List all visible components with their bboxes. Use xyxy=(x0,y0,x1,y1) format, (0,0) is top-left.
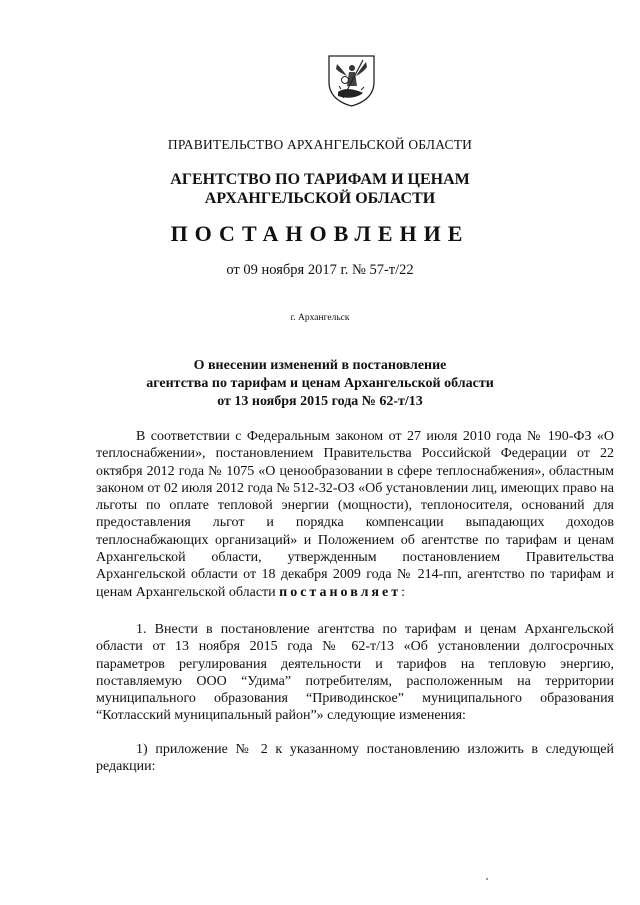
scan-speck xyxy=(486,878,488,880)
archangel-coat-of-arms-icon xyxy=(323,52,380,108)
document-city: г. Архангельск xyxy=(290,313,350,323)
document-title-line-2: агентства по тарифам и ценам Архангельской области xyxy=(146,376,494,391)
document-title-line-1: О внесении изменений в постановление xyxy=(193,358,447,373)
document-title xyxy=(0,357,640,411)
agency-name-line-1: АГЕНТСТВО ПО ТАРИФАМ И ЦЕНАМ xyxy=(170,171,470,188)
item-1-1-text: 1) приложение № 2 к указанному постановлению изложить в следующей редакции: xyxy=(96,742,614,775)
document-date-number: от 09 ноября 2017 г. № 57-т/22 xyxy=(226,262,414,278)
decrees-colon: : xyxy=(401,584,405,600)
document-title-line-3: от 13 ноября 2015 года № 62-т/13 xyxy=(217,394,423,409)
government-name: ПРАВИТЕЛЬСТВО АРХАНГЕЛЬСКОЙ ОБЛАСТИ xyxy=(167,137,473,152)
item-1-1-paragraph xyxy=(96,741,614,776)
item-1-text: 1. Внести в постановление агентства по тарифам и ценам Архангельской области от 13 ноября 2015 года № 62-т/13 «Об установлении долгосрочных параметров регулирования деятельности и тарифов на тепловую энергию, поставляемую ООО “Удима” потребителям, расположенным на территории муниципального образования “Приводинское” муниципального образования “Котласский муниципальный район”» следующие изменения: xyxy=(96,622,614,724)
item-1-paragraph xyxy=(96,621,614,725)
document-type: ПОСТАНОВЛЕНИЕ xyxy=(170,221,470,246)
decrees-word: постановляет xyxy=(279,584,402,600)
preamble-paragraph xyxy=(96,428,614,601)
agency-name-line-2: АРХАНГЕЛЬСКОЙ ОБЛАСТИ xyxy=(204,190,436,207)
agency-name xyxy=(0,170,640,208)
preamble-text: В соответствии с Федеральным законом от 27 июля 2010 года № 190-ФЗ «О теплоснабжении», постановлением Правительства Российской Федерации от 22 октября 2012 года № 1075 «О ценообразовании в сфере теплоснабжения», областным законом от 02 июля 2012 года № 512-32-ОЗ «Об установлении лиц, имеющих право на льготы по оплате тепловой энергии (мощности), теплоносителя, оснований для предоставления льгот и порядка компенсации выпадающих доходов теплоснабжающих организаций» и Положением об агентстве по тарифам и ценам Архангельской области, утвержденным постановлением Правительства Архангельской области от 18 декабря 2009 года № 214-пп, агентство по тарифам и ценам Архангельской области xyxy=(96,429,614,600)
